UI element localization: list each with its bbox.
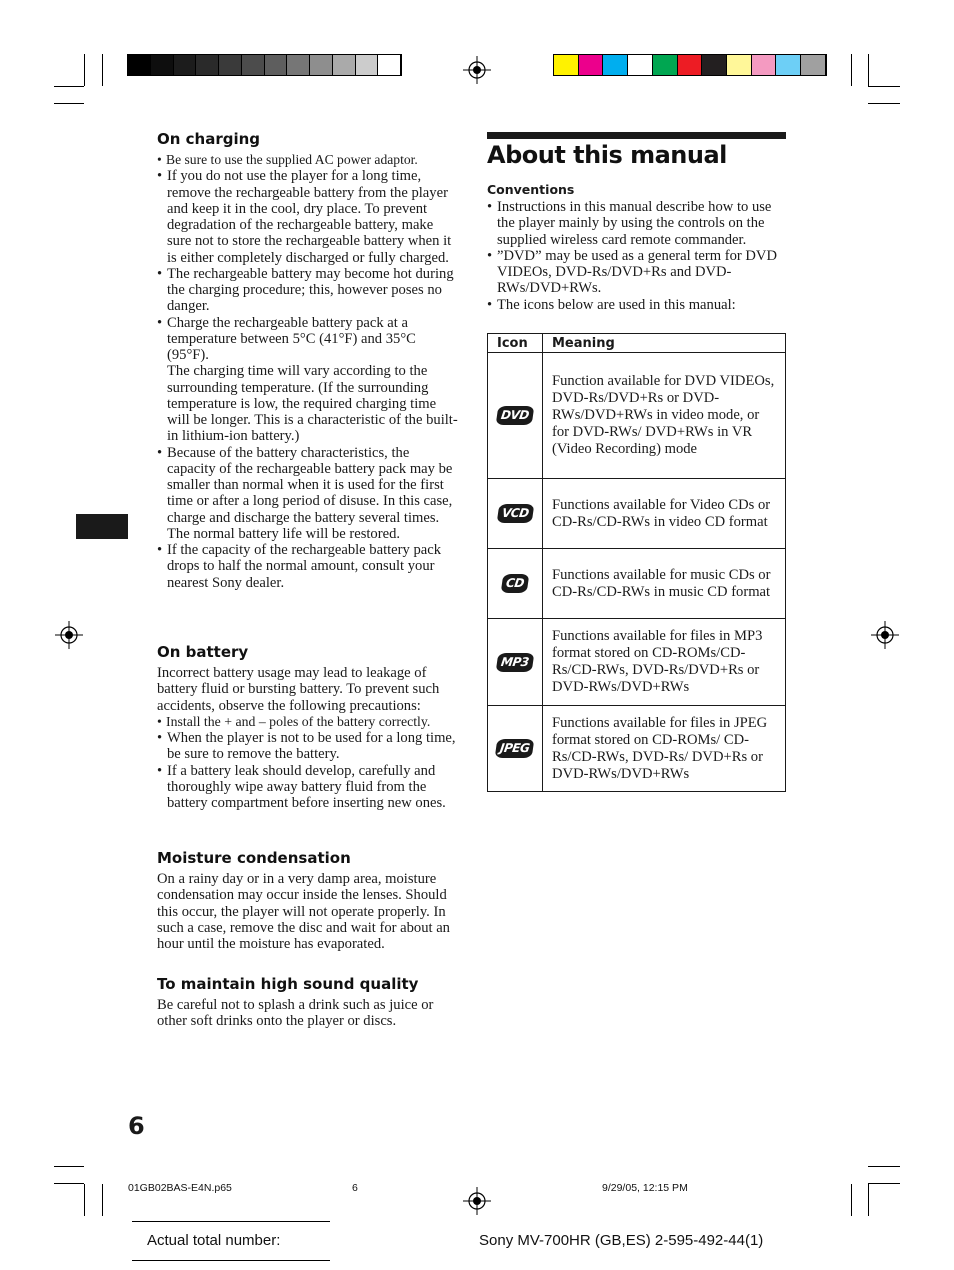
list-item: • If the capacity of the rechargeable battery pack drops to half the normal amount, consult your nearest Sony dealer. <box>157 542 461 591</box>
list-item <box>157 315 461 445</box>
actual-total-label: Actual total number: <box>147 1232 281 1249</box>
model-info: Sony MV-700HR (GB,ES) 2-595-492-44(1) <box>479 1232 764 1249</box>
on-battery-heading: On battery <box>157 643 249 661</box>
icon-table <box>487 333 786 792</box>
sound-quality-text: Be careful not to splash a drink such as juice or other soft drinks onto the player or discs. <box>157 997 434 1030</box>
registration-mark-icon <box>463 1187 491 1215</box>
table-cell: Functions available for files in JPEG format stored on CD-ROMs/ CD-Rs/CD-RWs, DVD-Rs/ DVD+Rs or DVD-RWs/DVD+RWs <box>543 706 786 792</box>
registration-mark-icon <box>463 56 491 84</box>
moisture-heading: Moisture condensation <box>157 849 351 867</box>
column-header-meaning: Meaning <box>543 334 786 353</box>
vcd-logo-icon <box>488 479 543 549</box>
calibration-swatch <box>628 55 653 75</box>
footer-rule-top <box>132 1221 330 1222</box>
mp3-logo-icon <box>488 619 543 706</box>
title-rule <box>487 132 786 139</box>
calibration-swatch <box>378 55 401 75</box>
calibration-swatch <box>219 55 242 75</box>
calibration-swatch <box>356 55 379 75</box>
list-item: • Be sure to use the supplied AC power adaptor. <box>157 152 461 168</box>
moisture-text: On a rainy day or in a very damp area, moisture condensation may occur inside the lenses. Should this occur, the player will not operate properly. In such a case, remove the disc and wait for about an hour until the moisture has evaporated. <box>157 871 450 952</box>
list-item-note: The charging time will vary according to the surrounding temperature. (If the surrounding temperature is low, the required charging time will be longer. This is a characteristic of the built-in lithium-ion battery.) <box>167 363 458 445</box>
table-row <box>488 353 786 479</box>
calibration-swatch <box>242 55 265 75</box>
registration-mark-icon <box>871 621 899 649</box>
calibration-swatch <box>310 55 333 75</box>
calibration-swatch <box>603 55 628 75</box>
cd-logo-icon <box>488 549 543 619</box>
table-cell: Functions available for Video CDs or CD-Rs/CD-RWs in video CD format <box>543 479 786 549</box>
list-item: • If you do not use the player for a long time, remove the rechargeable battery from the player and keep it in the cool, dry place. To prevent degradation of the rechargeable battery, make sure not to store the rechargeable battery when it is either completely discharged or fully charged. <box>157 168 461 266</box>
list-item: • Instructions in this manual describe how to use the player mainly by using the controls on the supplied wireless card remote commander. <box>487 199 785 248</box>
footer-page: 6 <box>352 1182 358 1194</box>
table-row <box>488 479 786 549</box>
list-item: • If a battery leak should develop, carefully and thoroughly wipe away battery fluid from the battery compartment before inserting new ones. <box>157 763 461 812</box>
list-item: • The icons below are used in this manual: <box>487 297 785 313</box>
icon-label: CD <box>501 574 529 593</box>
list-item: • When the player is not to be used for a long time, be sure to remove the battery. <box>157 730 461 763</box>
on-charging-heading: On charging <box>157 130 261 148</box>
footer-filename: 01GB02BAS-E4N.p65 <box>128 1182 232 1194</box>
calibration-swatch <box>776 55 801 75</box>
list-item: • ”DVD” may be used as a general term for DVD VIDEOs, DVD-Rs/DVD+Rs and DVD-RWs/DVD+RWs. <box>487 248 785 297</box>
on-charging-list <box>157 152 461 591</box>
icon-label: VCD <box>496 504 533 523</box>
table-header-row <box>488 334 786 353</box>
calibration-swatch <box>287 55 310 75</box>
calibration-swatch <box>579 55 604 75</box>
on-battery-intro: Incorrect battery usage may lead to leakage of battery fluid or bursting battery. To prevent such accidents, observe the following precautions: <box>157 665 440 714</box>
table-cell: Functions available for music CDs or CD-Rs/CD-RWs in music CD format <box>543 549 786 619</box>
calibration-swatch <box>678 55 703 75</box>
icon-label: MP3 <box>496 653 534 672</box>
calibration-swatch <box>727 55 752 75</box>
list-item: • Because of the battery characteristics, the capacity of the rechargeable battery pack may be smaller than normal when it is used for the first time or after a long period of disuse. In this case, charge and discharge the battery several times. The normal battery life will be restored. <box>157 445 461 543</box>
column-header-icon: Icon <box>488 334 543 353</box>
icon-label: DVD <box>496 406 534 425</box>
calibration-swatch <box>752 55 777 75</box>
on-battery-section <box>157 665 461 811</box>
section-tab-marker <box>76 514 128 539</box>
calibration-swatch <box>174 55 197 75</box>
color-calibration-bar <box>553 54 827 76</box>
registration-mark-icon <box>55 621 83 649</box>
calibration-swatch <box>265 55 288 75</box>
table-row <box>488 619 786 706</box>
calibration-swatch <box>151 55 174 75</box>
list-item-text: • Charge the rechargeable battery pack at a temperature between 5°C (41°F) and 35°C (95°F). <box>167 314 416 363</box>
page-number: 6 <box>128 1112 145 1140</box>
footer-rule-bottom <box>132 1260 330 1261</box>
sound-quality-heading: To maintain high sound quality <box>157 975 419 993</box>
table-row <box>488 706 786 792</box>
conventions-heading: Conventions <box>487 182 575 197</box>
calibration-swatch <box>653 55 678 75</box>
calibration-swatch <box>196 55 219 75</box>
table-row <box>488 549 786 619</box>
list-item: • Install the + and – poles of the battery correctly. <box>157 714 461 730</box>
jpeg-logo-icon <box>488 706 543 792</box>
icon-label: JPEG <box>495 739 535 758</box>
calibration-swatch <box>333 55 356 75</box>
dvd-logo-icon <box>488 353 543 479</box>
grayscale-calibration-bar <box>127 54 402 76</box>
calibration-swatch <box>702 55 727 75</box>
calibration-swatch <box>554 55 579 75</box>
conventions-list <box>487 199 785 313</box>
calibration-swatch <box>128 55 151 75</box>
page-title: About this manual <box>487 141 727 169</box>
calibration-swatch <box>801 55 826 75</box>
footer-date: 9/29/05, 12:15 PM <box>602 1182 688 1194</box>
table-cell: Function available for DVD VIDEOs, DVD-Rs/DVD+Rs or DVD-RWs/DVD+RWs in video mode, or for DVD-RWs/ DVD+RWs in VR (Video Recording) mode <box>543 353 786 479</box>
table-cell: Functions available for files in MP3 format stored on CD-ROMs/CD-Rs/CD-RWs, DVD-Rs/DVD+Rs or DVD-RWs/DVD+RWs <box>543 619 786 706</box>
list-item: • The rechargeable battery may become hot during the charging procedure; this, however poses no danger. <box>157 266 461 315</box>
